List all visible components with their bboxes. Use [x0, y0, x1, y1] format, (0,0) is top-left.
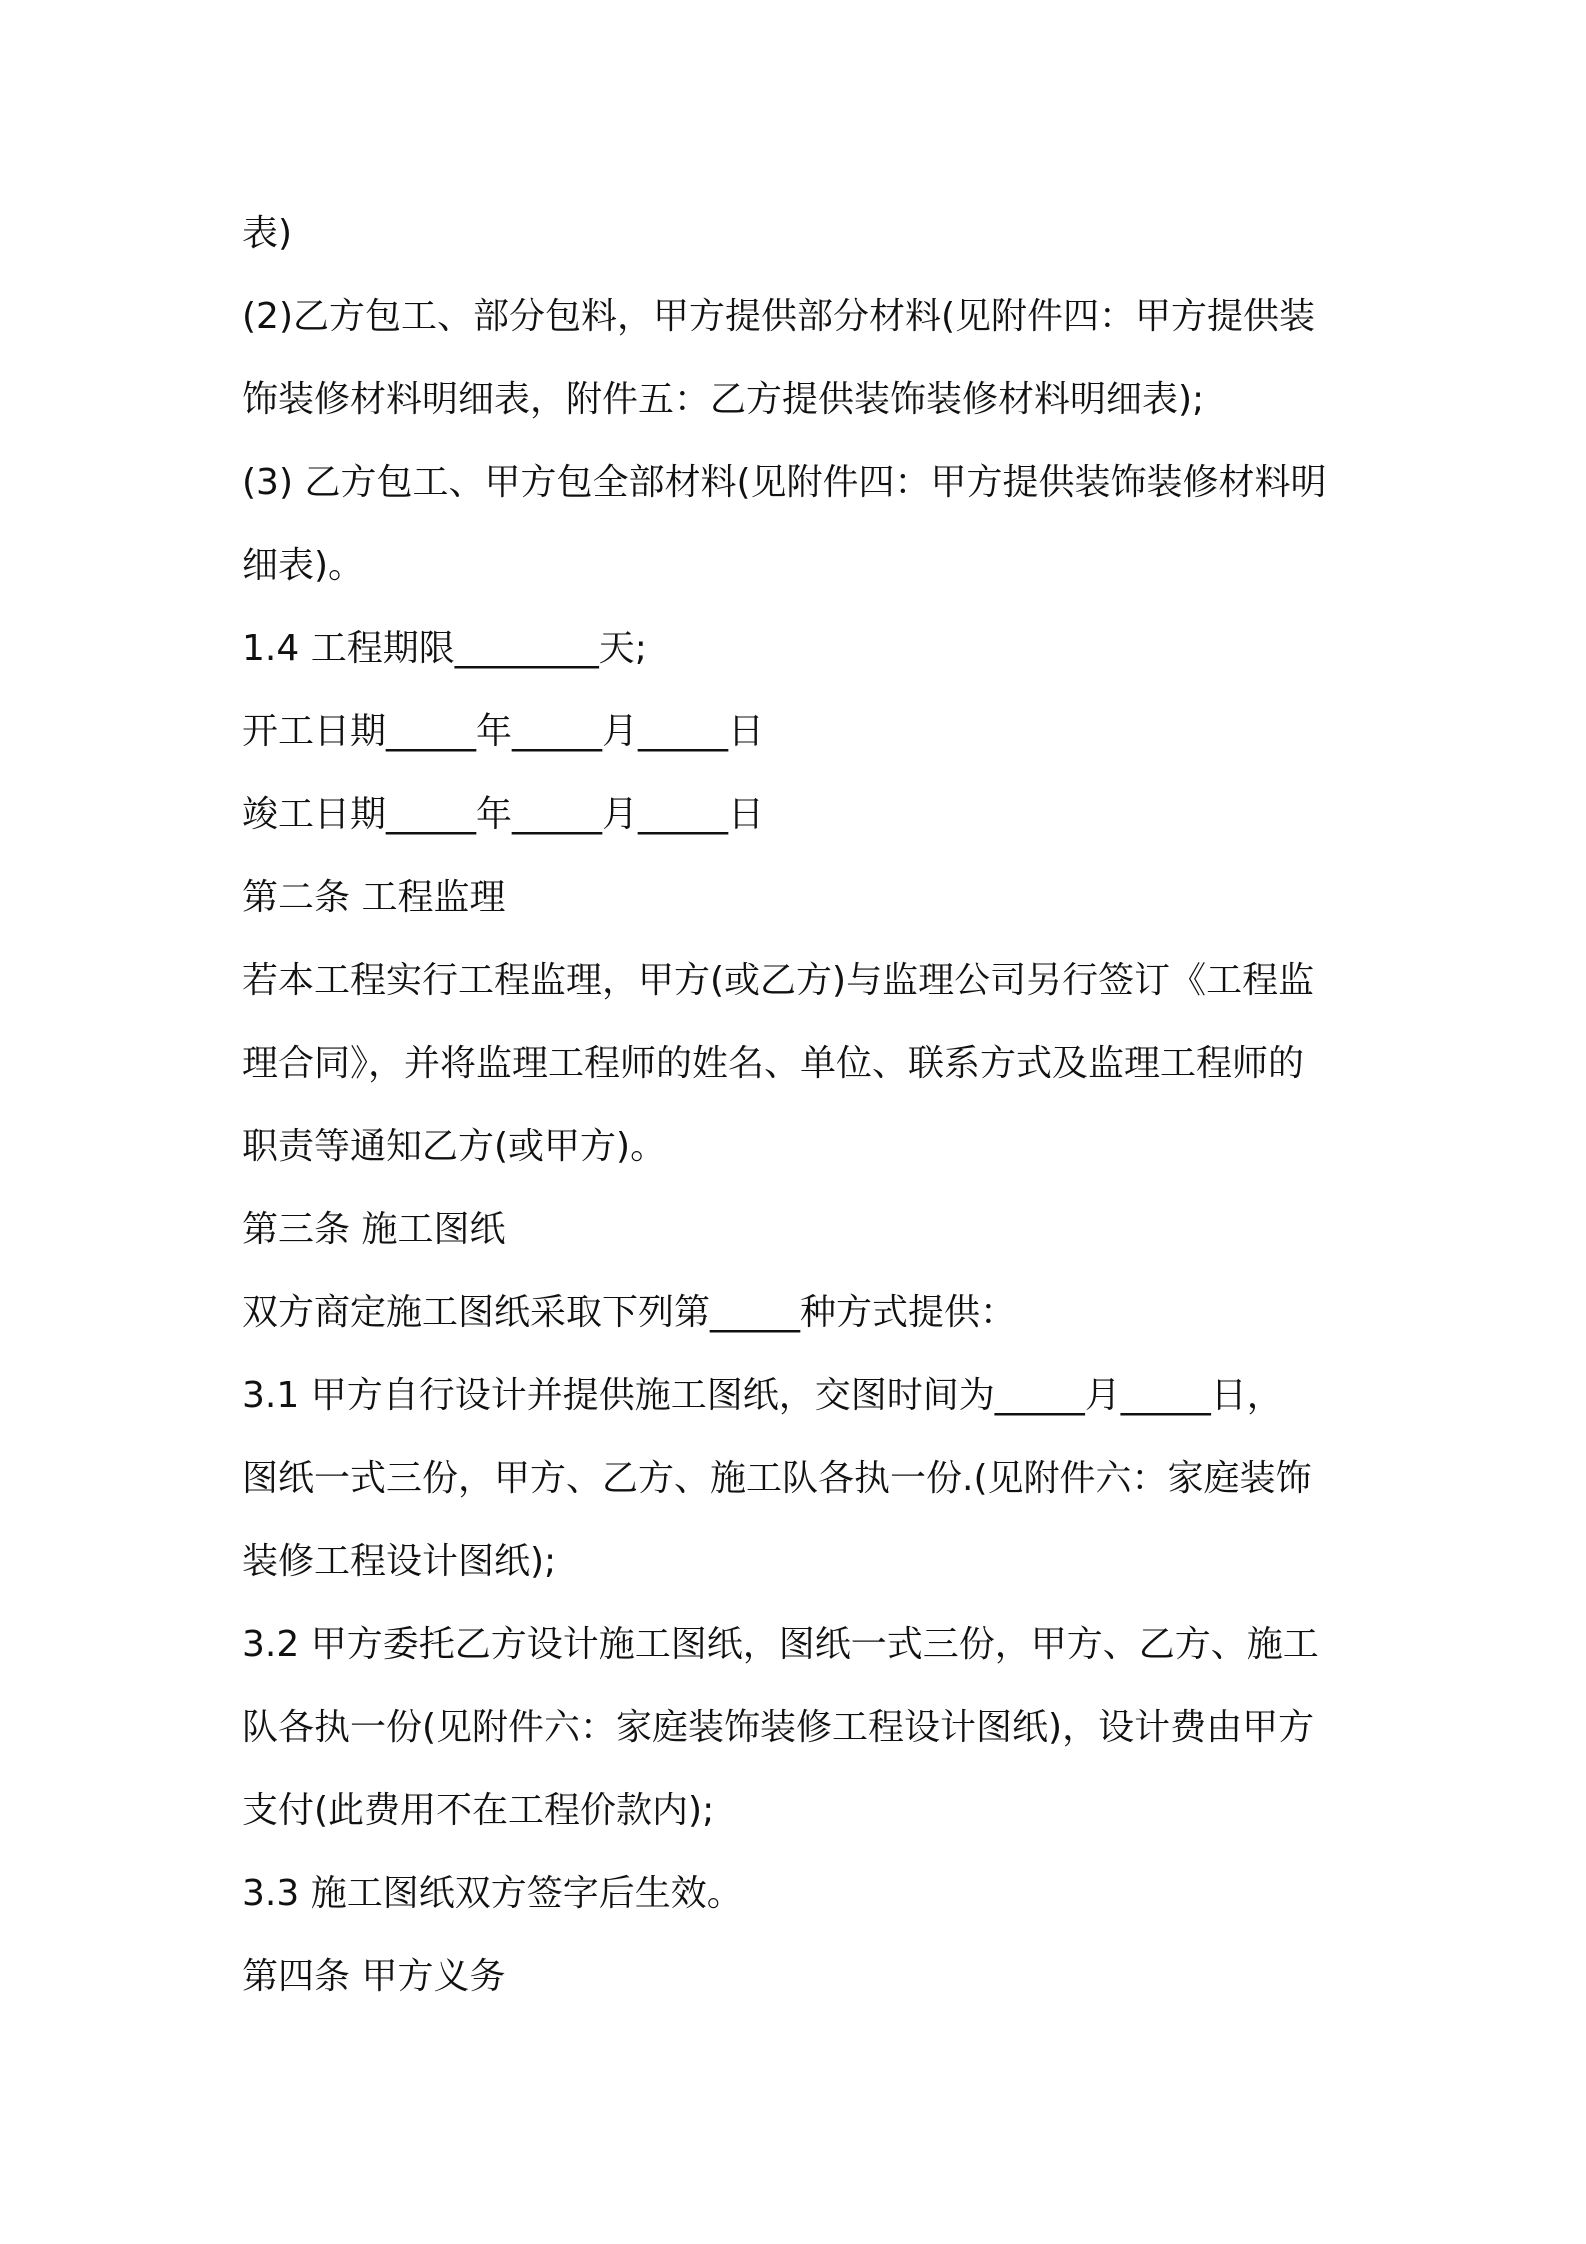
- text-line: 表): [242, 213, 293, 254]
- text-line: 若本工程实行工程监理，甲方(或乙方)与监理公司另行签订《工程监: [242, 960, 1315, 1001]
- text-line: 竣工日期_____年_____月_____日: [242, 794, 765, 835]
- text-line: 理合同》，并将监理工程师的姓名、单位、联系方式及监理工程师的: [242, 1043, 1305, 1084]
- document-body: [242, 192, 1362, 2018]
- text-line: 饰装修材料明细表，附件五：乙方提供装饰装修材料明细表);: [242, 379, 1205, 420]
- text-line: 装修工程设计图纸);: [242, 1541, 557, 1582]
- text-line: 职责等通知乙方(或甲方)。: [242, 1126, 667, 1167]
- section-heading: 第二条 工程监理: [242, 877, 506, 918]
- text-line: 3.3 施工图纸双方签字后生效。: [242, 1873, 743, 1914]
- text-line: 图纸一式三份，甲方、乙方、施工队各执一份.(见附件六：家庭装饰: [242, 1458, 1312, 1499]
- text-line: 3.2 甲方委托乙方设计施工图纸，图纸一式三份，甲方、乙方、施工: [242, 1624, 1319, 1665]
- text-line: 开工日期_____年_____月_____日: [242, 711, 765, 752]
- text-line: (2)乙方包工、部分包料，甲方提供部分材料(见附件四：甲方提供装: [242, 296, 1316, 337]
- text-line: 3.1 甲方自行设计并提供施工图纸，交图时间为_____月_____日，: [242, 1375, 1283, 1416]
- section-heading: 第四条 甲方义务: [242, 1956, 506, 1997]
- text-line: 支付(此费用不在工程价款内);: [242, 1790, 715, 1831]
- text-line: 队各执一份(见附件六：家庭装饰装修工程设计图纸)，设计费由甲方: [242, 1707, 1315, 1748]
- text-line: (3) 乙方包工、甲方包全部材料(见附件四：甲方提供装饰装修材料明: [242, 462, 1327, 503]
- text-line: 细表)。: [242, 545, 365, 586]
- text-line: 1.4 工程期限________天;: [242, 628, 647, 669]
- section-heading: 第三条 施工图纸: [242, 1209, 506, 1250]
- text-line: 双方商定施工图纸采取下列第_____种方式提供：: [242, 1292, 1017, 1333]
